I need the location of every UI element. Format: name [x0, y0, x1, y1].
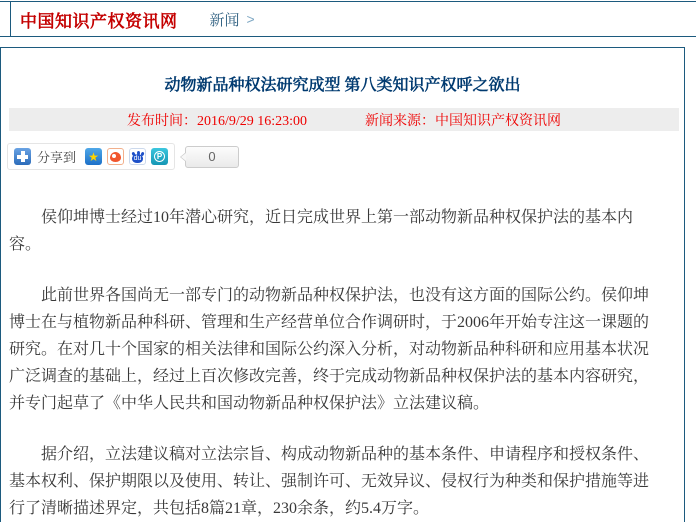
news-source-value: 中国知识产权资讯网: [435, 113, 562, 129]
paragraph-2: 此前世界各国尚无一部专门的动物新品种权保护法，也没有这方面的国际公约。侯仰坤博士在与植物新品种科研、管理和生产经营单位合作调研时，于2006年开始专注这一课题的研究。在对几十个国家的相关法律和国际公约深入分析，对动物新品种科研和应用基本状况广泛调查的基础上，经过上百次修改完善，终于完成动物新品种权保护法的基本内容研究，并专门起草了《中华人民共和国动物新品种权保护法》立法建议稿。: [9, 287, 650, 412]
weibo-share-icon[interactable]: [107, 148, 124, 165]
news-source-label: 新闻来源：: [365, 113, 436, 129]
paw-pad: du: [133, 155, 142, 162]
share-count-bubble: [185, 146, 239, 168]
pengyou-share-icon[interactable]: [151, 148, 168, 165]
chevron-right-icon: >: [246, 11, 255, 27]
share-label: 分享到: [37, 150, 77, 165]
site-header: [0, 1, 696, 37]
article-meta-bar: [9, 108, 679, 131]
plus-horizontal-bar: [17, 155, 28, 159]
site-logo-link[interactable]: 中国知识产权资讯网: [20, 11, 178, 31]
weibo-eye-shape: [110, 152, 121, 162]
publish-time-value: 2016/9/29 16:23:00: [196, 113, 308, 129]
share-widget: [7, 143, 175, 170]
publish-time-label: 发布时间：: [126, 113, 197, 129]
header-left-divider: [10, 2, 11, 36]
share-toolbar: [7, 143, 684, 170]
breadcrumb-news-link[interactable]: 新闻: [209, 12, 240, 29]
news-source: [365, 110, 561, 130]
share-count-value: 0: [208, 149, 216, 164]
breadcrumb: [210, 9, 255, 30]
qzone-share-icon[interactable]: ★: [85, 148, 102, 165]
article-container: [0, 47, 685, 522]
tieba-share-icon[interactable]: [129, 148, 146, 165]
publish-time: [127, 110, 307, 130]
article-body: [9, 204, 655, 522]
paragraph-3: 据介绍，立法建议稿对立法宗旨、构成动物新品种的基本条件、申请程序和授权条件、基本权利、保护期限以及使用、转让、强制许可、无效异议、侵权行为种类和保护措施等进行了清晰描述界定，共包括8篇21章，230余条，约5.4万字。: [9, 446, 650, 517]
paragraph-1: 侯仰坤博士经过10年潜心研究，近日完成世界上第一部动物新品种权保护法的基本内容。: [9, 209, 634, 253]
pengyou-p-badge: P: [154, 151, 165, 162]
article-title: 动物新品种权法研究成型 第八类知识产权呼之欲出: [164, 77, 521, 94]
share-plus-icon[interactable]: [14, 148, 31, 165]
